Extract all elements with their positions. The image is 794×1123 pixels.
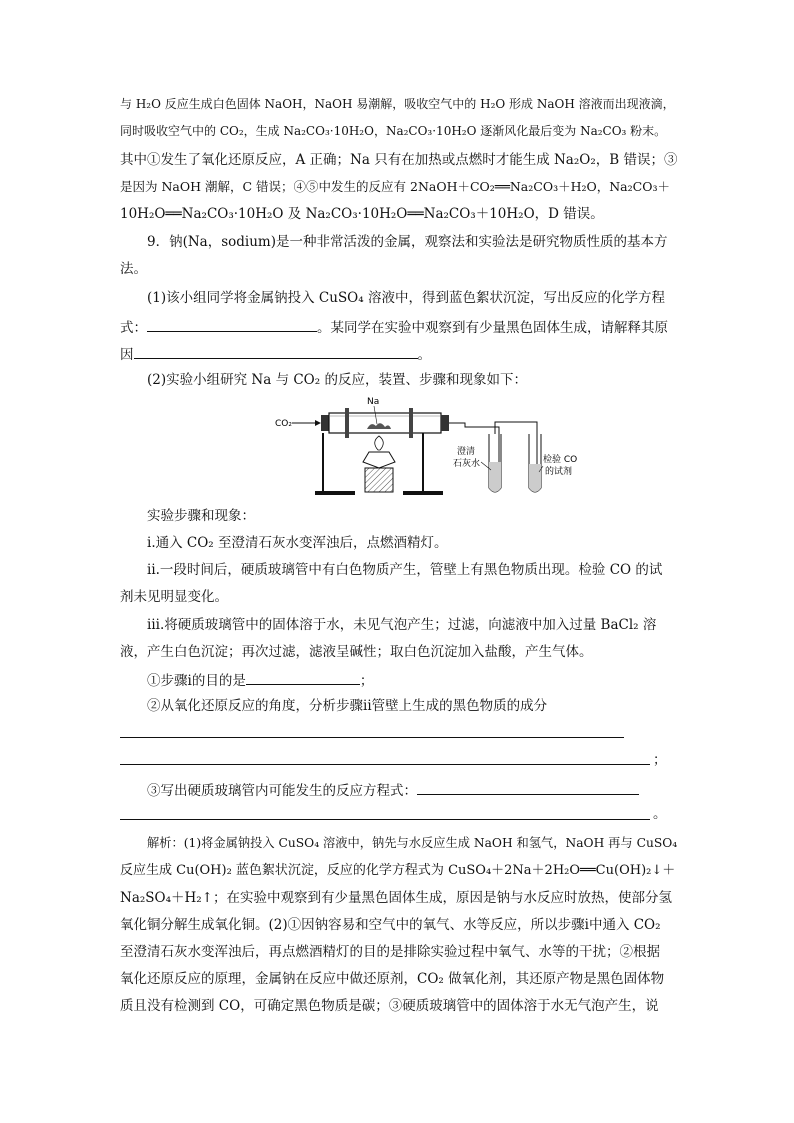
text-line: 是因为 NaOH 潮解，C 错误；④⑤中发生的反应有 2NaOH＋CO₂══Na₂CO₃＋H₂O，Na₂CO₃＋ (120, 179, 670, 194)
clamp (345, 408, 349, 438)
answer-line[interactable] (120, 819, 650, 820)
question-9-stem: 9．钠(Na，sodium)是一种非常活泼的金属，观察法和实验法是研究物质性质的基本方 (147, 234, 668, 250)
na-label: Na (367, 397, 380, 407)
answer-blank[interactable] (246, 670, 360, 685)
answer-line[interactable] (120, 737, 624, 738)
arrow-icon (315, 420, 321, 426)
text-line: 剂未见明显变化。 (120, 589, 228, 605)
stopper (321, 415, 329, 431)
limewater-label: 澄清 (457, 447, 476, 457)
question-9-part-1: (1)该小组同学将金属钠投入 CuSO₄ 溶液中，得到蓝色絮状沉淀，写出反应的化学方程 (147, 290, 665, 306)
answer-line[interactable] (120, 764, 650, 765)
alcohol-lamp (365, 468, 393, 492)
pointer-line (374, 406, 377, 424)
steps-heading: 实验步骤和现象： (147, 508, 255, 524)
answer-blank[interactable] (134, 344, 418, 359)
question-9-part-2: (2)实验小组研究 Na 与 CO₂ 的反应，装置、步骤和现象如下： (147, 372, 527, 388)
apparatus-diagram (275, 392, 585, 502)
answer-line-reason: 因 。 (120, 344, 676, 364)
step-1: ⅰ.通入 CO₂ 至澄清石灰水变浑浊后，点燃酒精灯。 (147, 535, 448, 551)
limewater-label: 石灰水 (453, 459, 481, 469)
sub-question-1: ①步骤ⅰ的目的是 ； (147, 670, 676, 690)
punctuation: 。 (653, 806, 667, 822)
punctuation: ； (653, 752, 667, 768)
answer-blank[interactable] (417, 780, 639, 795)
stopper (441, 415, 449, 431)
text-line: 10H₂O══Na₂CO₃·10H₂O 及 Na₂CO₃·10H₂O══Na₂CO₃＋10H₂O，D 错误。 (120, 206, 604, 222)
sub-question-2: ②从氧化还原反应的角度，分析步骤ⅱ管壁上生成的黑色物质的成分 (147, 698, 548, 714)
text-line: 同时吸收空气中的 CO₂，生成 Na₂CO₃·10H₂O，Na₂CO₃·10H₂O 逐渐风化最后变为 Na₂CO₃ 粉末。 (120, 124, 667, 138)
sodium-sample (367, 423, 391, 429)
flame (375, 436, 384, 450)
stand-base (403, 491, 443, 495)
answer-blank[interactable] (147, 317, 317, 332)
co2-label: CO₂ (275, 419, 292, 429)
solution-line: 解析：(1)将金属钠投入 CuSO₄ 溶液中，钠先与水反应生成 NaOH 和氢气，NaOH 再与 CuSO₄ (147, 836, 678, 850)
sub-question-3: ③写出硬质玻璃管内可能发生的反应方程式： (147, 780, 676, 800)
co-reagent (529, 464, 541, 492)
reagent-label: 检验 CO (543, 455, 578, 465)
answer-line-equation: 式： 。某同学在实验中观察到有少量黑色固体生成，请解释其原 (120, 317, 676, 337)
alcohol-lamp-top (363, 452, 395, 468)
text-line: 与 H₂O 反应生成白色固体 NaOH，NaOH 易潮解，吸收空气中的 H₂O 形成 NaOH 溶液而出现液滴， (120, 97, 675, 111)
solution-line: 至澄清石灰水变浑浊后，再点燃酒精灯的目的是排除实验过程中氧气、水等的干扰；②根据 (120, 944, 660, 960)
solution-line: 氧化还原反应的原理，金属钠在反应中做还原剂，CO₂ 做氧化剂，其还原产物是黑色固体物 (120, 971, 665, 987)
solution-line: 质且没有检测到 CO，可确定黑色物质是碳；③硬质玻璃管中的固体溶于水无气泡产生，说 (120, 998, 659, 1014)
reagent-label: 的试剂 (545, 467, 573, 477)
step-2: ⅱ.一段时间后，硬质玻璃管中有白色物质产生，管壁上有黑色物质出现。检验 CO 的试 (147, 562, 663, 578)
solution-line: 反应生成 Cu(OH)₂ 蓝色絮状沉淀，反应的化学方程式为 CuSO₄＋2Na＋2H₂O══Cu(OH)₂↓＋ (120, 863, 676, 878)
step-3: ⅲ.将硬质玻璃管中的固体溶于水，未见气泡产生；过滤，向滤液中加入过量 BaCl₂ 溶 (147, 617, 657, 633)
solution-line: Na₂SO₄＋H₂↑；在实验中观察到有少量黑色固体生成，原因是钠与水反应时放热，使部分氢 (120, 890, 672, 906)
text-line: 液，产生白色沉淀；再次过滤，滤液呈碱性；取白色沉淀加入盐酸，产生气体。 (120, 644, 593, 660)
stand-base (315, 491, 355, 495)
limewater (489, 462, 501, 492)
solution-line: 氧化铜分解生成氧化铜。(2)①因钠容易和空气中的氧气、水等反应，所以步骤ⅰ中通入 CO₂ (120, 917, 661, 933)
text-line: 其中①发生了氧化还原反应，A 正确；Na 只有在加热或点燃时才能生成 Na₂O₂，B 错误；③ (120, 152, 678, 168)
clamp (409, 408, 413, 438)
text-line: 法。 (120, 261, 147, 277)
